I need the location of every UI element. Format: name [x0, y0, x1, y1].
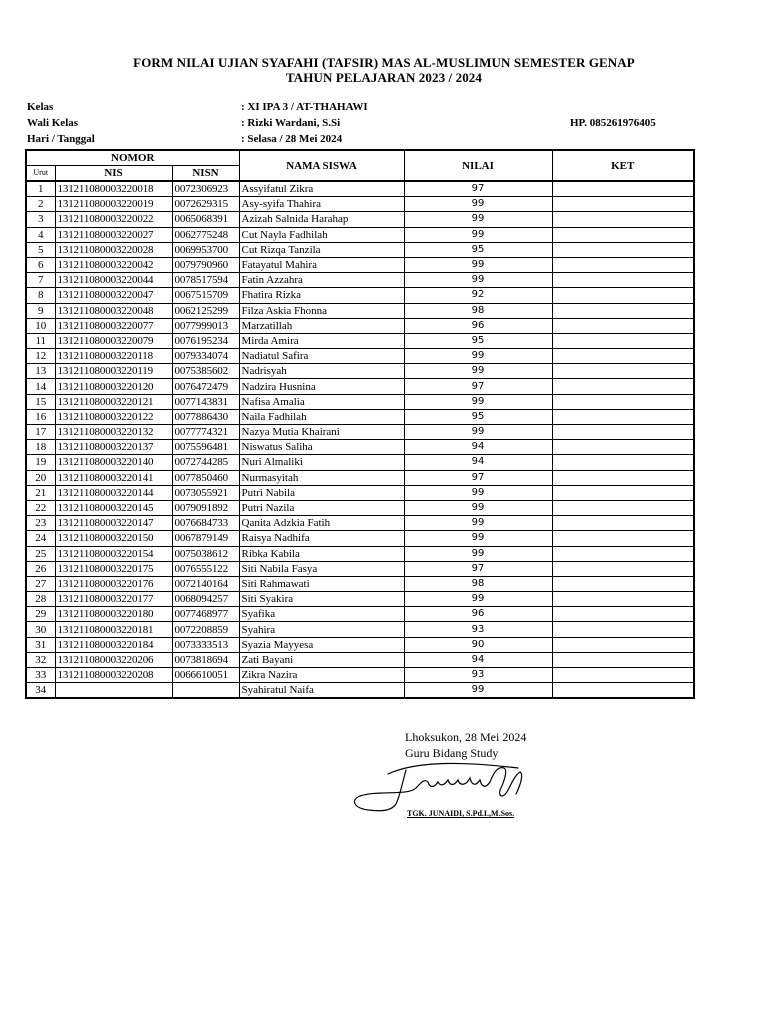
- nisn-cell: 0072629315: [172, 197, 239, 212]
- remark-cell: [552, 500, 694, 515]
- student-name-cell: Ribka Kabila: [239, 546, 404, 561]
- score-cell: 94: [404, 440, 552, 455]
- score-cell: 95: [404, 409, 552, 424]
- row-number: 25: [26, 546, 55, 561]
- row-number: 28: [26, 592, 55, 607]
- remark-cell: [552, 273, 694, 288]
- header-nis: NIS: [55, 166, 172, 182]
- score-cell: 97: [404, 561, 552, 576]
- table-row: [26, 531, 694, 546]
- score-cell: 99: [404, 349, 552, 364]
- remark-cell: [552, 592, 694, 607]
- score-cell: 96: [404, 607, 552, 622]
- nis-cell: 131211080003220150: [55, 531, 172, 546]
- nis-cell: 131211080003220047: [55, 288, 172, 303]
- remark-cell: [552, 576, 694, 591]
- student-name-cell: Putri Nabila: [239, 485, 404, 500]
- score-cell: 94: [404, 455, 552, 470]
- nis-cell: 131211080003220184: [55, 637, 172, 652]
- score-cell: 98: [404, 303, 552, 318]
- row-number: 33: [26, 668, 55, 683]
- row-number: 34: [26, 683, 55, 699]
- table-row: [26, 409, 694, 424]
- score-cell: 99: [404, 394, 552, 409]
- nis-cell: 131211080003220018: [55, 181, 172, 197]
- table-row: [26, 607, 694, 622]
- remark-cell: [552, 516, 694, 531]
- remark-cell: [552, 470, 694, 485]
- table-row: [26, 181, 694, 197]
- student-name-cell: Fhatira Rizka: [239, 288, 404, 303]
- student-name-cell: Naila Fadhilah: [239, 409, 404, 424]
- nis-cell: 131211080003220044: [55, 273, 172, 288]
- score-cell: 96: [404, 318, 552, 333]
- student-name-cell: Raisya Nadhifa: [239, 531, 404, 546]
- remark-cell: [552, 440, 694, 455]
- header-ket: KET: [552, 150, 694, 181]
- row-number: 12: [26, 349, 55, 364]
- remark-cell: [552, 227, 694, 242]
- table-row: [26, 333, 694, 348]
- student-name-cell: Zati Bayani: [239, 652, 404, 667]
- student-name-cell: Cut Nayla Fadhilah: [239, 227, 404, 242]
- remark-cell: [552, 242, 694, 257]
- row-number: 11: [26, 333, 55, 348]
- nisn-cell: 0076195234: [172, 333, 239, 348]
- student-name-cell: Putri Nazila: [239, 500, 404, 515]
- nisn-cell: 0065068391: [172, 212, 239, 227]
- score-cell: 97: [404, 181, 552, 197]
- row-number: 7: [26, 273, 55, 288]
- nis-cell: 131211080003220144: [55, 485, 172, 500]
- nis-cell: 131211080003220118: [55, 349, 172, 364]
- row-number: 32: [26, 652, 55, 667]
- score-cell: 99: [404, 485, 552, 500]
- nisn-cell: 0062775248: [172, 227, 239, 242]
- remark-cell: [552, 683, 694, 699]
- row-number: 5: [26, 242, 55, 257]
- nisn-cell: 0076555122: [172, 561, 239, 576]
- remark-cell: [552, 668, 694, 683]
- table-row: [26, 394, 694, 409]
- row-number: 6: [26, 257, 55, 272]
- row-number: 27: [26, 576, 55, 591]
- remark-cell: [552, 288, 694, 303]
- table-row: [26, 637, 694, 652]
- remark-cell: [552, 197, 694, 212]
- nis-cell: 131211080003220079: [55, 333, 172, 348]
- table-row: [26, 257, 694, 272]
- student-name-cell: Cut Rizqa Tanzila: [239, 242, 404, 257]
- score-cell: 92: [404, 288, 552, 303]
- row-number: 9: [26, 303, 55, 318]
- row-number: 19: [26, 455, 55, 470]
- student-name-cell: Syafika: [239, 607, 404, 622]
- nis-cell: [55, 683, 172, 699]
- signature-image: [348, 752, 548, 814]
- score-cell: 99: [404, 197, 552, 212]
- score-cell: 99: [404, 516, 552, 531]
- row-number: 8: [26, 288, 55, 303]
- nis-cell: 131211080003220147: [55, 516, 172, 531]
- score-cell: 99: [404, 273, 552, 288]
- row-number: 30: [26, 622, 55, 637]
- nis-cell: 131211080003220177: [55, 592, 172, 607]
- nis-cell: 131211080003220027: [55, 227, 172, 242]
- remark-cell: [552, 212, 694, 227]
- student-name-cell: Marzatillah: [239, 318, 404, 333]
- student-name-cell: Mirda Amira: [239, 333, 404, 348]
- remark-cell: [552, 546, 694, 561]
- row-number: 26: [26, 561, 55, 576]
- nis-cell: 131211080003220140: [55, 455, 172, 470]
- nisn-cell: 0079790960: [172, 257, 239, 272]
- phone-number: HP. 085261976405: [570, 117, 656, 129]
- nisn-cell: 0067879149: [172, 531, 239, 546]
- score-cell: 95: [404, 333, 552, 348]
- header-nisn: NISN: [172, 166, 239, 182]
- nisn-cell: 0079334074: [172, 349, 239, 364]
- score-cell: 99: [404, 425, 552, 440]
- nis-cell: 131211080003220121: [55, 394, 172, 409]
- student-name-cell: Nadzira Husnina: [239, 379, 404, 394]
- remark-cell: [552, 637, 694, 652]
- score-cell: 99: [404, 257, 552, 272]
- score-cell: 90: [404, 637, 552, 652]
- row-number: 20: [26, 470, 55, 485]
- table-row: [26, 212, 694, 227]
- remark-cell: [552, 485, 694, 500]
- remark-cell: [552, 318, 694, 333]
- student-name-cell: Siti Rahmawati: [239, 576, 404, 591]
- table-row: [26, 440, 694, 455]
- student-name-cell: Nuri Almaliki: [239, 455, 404, 470]
- table-row: [26, 288, 694, 303]
- nis-cell: 131211080003220122: [55, 409, 172, 424]
- nisn-cell: 0077850460: [172, 470, 239, 485]
- remark-cell: [552, 531, 694, 546]
- remark-cell: [552, 652, 694, 667]
- nis-cell: 131211080003220176: [55, 576, 172, 591]
- nisn-cell: 0072744285: [172, 455, 239, 470]
- kelas-value: : XI IPA 3 / AT-THAHAWI: [241, 101, 368, 113]
- score-cell: 99: [404, 546, 552, 561]
- student-name-cell: Siti Syakira: [239, 592, 404, 607]
- score-cell: 99: [404, 212, 552, 227]
- remark-cell: [552, 561, 694, 576]
- nisn-cell: [172, 683, 239, 699]
- academic-year: TAHUN PELAJARAN 2023 / 2024: [285, 70, 483, 85]
- student-name-cell: Nafisa Amalia: [239, 394, 404, 409]
- row-number: 17: [26, 425, 55, 440]
- score-cell: 94: [404, 652, 552, 667]
- nisn-cell: 0073055921: [172, 485, 239, 500]
- nisn-cell: 0077468977: [172, 607, 239, 622]
- header-nomor: NOMOR: [26, 150, 239, 166]
- row-number: 1: [26, 181, 55, 197]
- table-row: [26, 425, 694, 440]
- row-number: 21: [26, 485, 55, 500]
- student-name-cell: Syahira: [239, 622, 404, 637]
- signer-role: Guru Bidang Study: [405, 746, 499, 760]
- table-row: [26, 364, 694, 379]
- row-number: 29: [26, 607, 55, 622]
- table-row: [26, 349, 694, 364]
- nisn-cell: 0077999013: [172, 318, 239, 333]
- row-number: 31: [26, 637, 55, 652]
- nis-cell: 131211080003220141: [55, 470, 172, 485]
- table-row: [26, 683, 694, 699]
- row-number: 23: [26, 516, 55, 531]
- nis-cell: 131211080003220119: [55, 364, 172, 379]
- student-name-cell: Siti Nabila Fasya: [239, 561, 404, 576]
- table-row: [26, 500, 694, 515]
- date-value: : Selasa / 28 Mei 2024: [241, 133, 343, 145]
- nis-cell: 131211080003220175: [55, 561, 172, 576]
- nis-cell: 131211080003220048: [55, 303, 172, 318]
- student-name-cell: Syahiratul Naifa: [239, 683, 404, 699]
- score-cell: 95: [404, 242, 552, 257]
- student-name-cell: Filza Askia Fhonna: [239, 303, 404, 318]
- row-number: 15: [26, 394, 55, 409]
- date-label: Hari / Tanggal: [27, 133, 95, 145]
- remark-cell: [552, 455, 694, 470]
- header-nama-siswa: NAMA SISWA: [239, 150, 404, 181]
- nis-cell: 131211080003220042: [55, 257, 172, 272]
- student-name-cell: Niswatus Saliha: [239, 440, 404, 455]
- table-row: [26, 379, 694, 394]
- nis-cell: 131211080003220022: [55, 212, 172, 227]
- nisn-cell: 0072208859: [172, 622, 239, 637]
- remark-cell: [552, 257, 694, 272]
- nisn-cell: 0075596481: [172, 440, 239, 455]
- table-row: [26, 273, 694, 288]
- student-name-cell: Qanita Adzkia Fatih: [239, 516, 404, 531]
- nisn-cell: 0077886430: [172, 409, 239, 424]
- row-number: 3: [26, 212, 55, 227]
- student-name-cell: Nazya Mutia Khairani: [239, 425, 404, 440]
- remark-cell: [552, 364, 694, 379]
- remark-cell: [552, 607, 694, 622]
- row-number: 13: [26, 364, 55, 379]
- score-cell: 99: [404, 364, 552, 379]
- nis-cell: 131211080003220181: [55, 622, 172, 637]
- student-name-cell: Nadrisyah: [239, 364, 404, 379]
- row-number: 18: [26, 440, 55, 455]
- nisn-cell: 0077774321: [172, 425, 239, 440]
- nisn-cell: 0068094257: [172, 592, 239, 607]
- table-row: [26, 576, 694, 591]
- signer-name: TGK. JUNAIDI, S.Pd.I.,M.Sos.: [407, 809, 515, 818]
- nisn-cell: 0075038612: [172, 546, 239, 561]
- table-row: [26, 470, 694, 485]
- student-name-cell: Azizah Salnida Harahap: [239, 212, 404, 227]
- nis-cell: 131211080003220206: [55, 652, 172, 667]
- form-title: FORM NILAI UJIAN SYAFAHI (TAFSIR) MAS AL-MUSLIMUN SEMESTER GENAP: [133, 55, 635, 70]
- row-number: 2: [26, 197, 55, 212]
- nisn-cell: 0073333513: [172, 637, 239, 652]
- score-cell: 97: [404, 470, 552, 485]
- student-name-cell: Nadiatul Safira: [239, 349, 404, 364]
- nis-cell: 131211080003220145: [55, 500, 172, 515]
- score-cell: 99: [404, 683, 552, 699]
- student-name-cell: Asy-syifa Thahira: [239, 197, 404, 212]
- row-number: 14: [26, 379, 55, 394]
- student-name-cell: Fatin Azzahra: [239, 273, 404, 288]
- student-name-cell: Fatayatul Mahira: [239, 257, 404, 272]
- score-cell: 93: [404, 668, 552, 683]
- nisn-cell: 0073818694: [172, 652, 239, 667]
- student-name-cell: Syazia Mayyesa: [239, 637, 404, 652]
- remark-cell: [552, 379, 694, 394]
- nis-cell: 131211080003220132: [55, 425, 172, 440]
- table-row: [26, 318, 694, 333]
- nis-cell: 131211080003220154: [55, 546, 172, 561]
- nisn-cell: 0062125299: [172, 303, 239, 318]
- table-row: [26, 516, 694, 531]
- table-row: [26, 546, 694, 561]
- nis-cell: 131211080003220120: [55, 379, 172, 394]
- remark-cell: [552, 349, 694, 364]
- remark-cell: [552, 181, 694, 197]
- nis-cell: 131211080003220180: [55, 607, 172, 622]
- kelas-label: Kelas: [27, 101, 54, 113]
- table-row: [26, 561, 694, 576]
- table-row: [26, 652, 694, 667]
- table-row: [26, 242, 694, 257]
- table-row: [26, 303, 694, 318]
- table-row: [26, 622, 694, 637]
- nis-cell: 131211080003220028: [55, 242, 172, 257]
- table-row: [26, 668, 694, 683]
- table-row: [26, 485, 694, 500]
- nisn-cell: 0077143831: [172, 394, 239, 409]
- row-number: 10: [26, 318, 55, 333]
- table-row: [26, 455, 694, 470]
- nisn-cell: 0067515709: [172, 288, 239, 303]
- score-cell: 99: [404, 592, 552, 607]
- score-cell: 97: [404, 379, 552, 394]
- remark-cell: [552, 394, 694, 409]
- remark-cell: [552, 622, 694, 637]
- row-number: 22: [26, 500, 55, 515]
- score-cell: 99: [404, 227, 552, 242]
- score-cell: 98: [404, 576, 552, 591]
- nisn-cell: 0066610051: [172, 668, 239, 683]
- nisn-cell: 0069953700: [172, 242, 239, 257]
- header-urut: Urut: [26, 166, 55, 182]
- nisn-cell: 0076684733: [172, 516, 239, 531]
- remark-cell: [552, 425, 694, 440]
- remark-cell: [552, 333, 694, 348]
- nisn-cell: 0076472479: [172, 379, 239, 394]
- table-row: [26, 592, 694, 607]
- nisn-cell: 0072140164: [172, 576, 239, 591]
- remark-cell: [552, 409, 694, 424]
- nisn-cell: 0079091892: [172, 500, 239, 515]
- table-row: [26, 197, 694, 212]
- nisn-cell: 0072306923: [172, 181, 239, 197]
- place-date: Lhoksukon, 28 Mei 2024: [405, 730, 527, 744]
- row-number: 16: [26, 409, 55, 424]
- nis-cell: 131211080003220077: [55, 318, 172, 333]
- remark-cell: [552, 303, 694, 318]
- score-cell: 93: [404, 622, 552, 637]
- score-cell: 99: [404, 531, 552, 546]
- row-number: 4: [26, 227, 55, 242]
- student-name-cell: Zikra Nazira: [239, 668, 404, 683]
- score-cell: 99: [404, 500, 552, 515]
- table-row: [26, 227, 694, 242]
- student-name-cell: Assyifatul Zikra: [239, 181, 404, 197]
- wali-kelas-label: Wali Kelas: [27, 117, 79, 129]
- nisn-cell: 0075385602: [172, 364, 239, 379]
- nisn-cell: 0078517594: [172, 273, 239, 288]
- row-number: 24: [26, 531, 55, 546]
- nis-cell: 131211080003220019: [55, 197, 172, 212]
- nis-cell: 131211080003220208: [55, 668, 172, 683]
- student-name-cell: Nurmasyitah: [239, 470, 404, 485]
- wali-kelas-value: : Rizki Wardani, S.Si: [241, 117, 341, 129]
- nis-cell: 131211080003220137: [55, 440, 172, 455]
- header-nilai: NILAI: [404, 150, 552, 181]
- grades-table: [25, 149, 695, 699]
